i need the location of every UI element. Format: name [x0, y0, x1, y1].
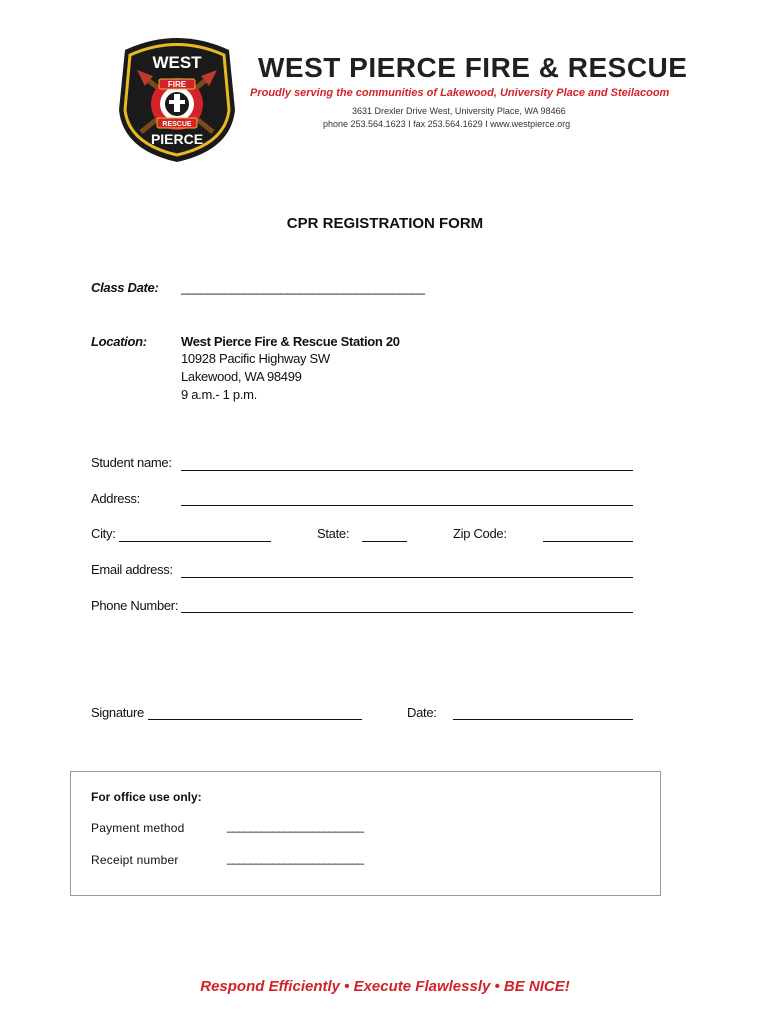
date-field[interactable] — [453, 719, 633, 720]
email-field[interactable] — [181, 577, 633, 578]
address-field[interactable] — [181, 505, 633, 506]
west-pierce-logo — [113, 32, 241, 164]
tagline: Proudly serving the communities of Lakewood, University Place and Steilacoom — [250, 87, 670, 99]
org-address: 3631 Drexler Drive West, University Place, WA 98466 — [352, 106, 566, 116]
signature-field[interactable] — [148, 719, 362, 720]
class-date-label: Class Date: — [91, 280, 159, 295]
address-label: Address: — [91, 491, 140, 506]
org-contact: phone 253.564.1623 I fax 253.564.1629 I www.westpierce.org — [323, 119, 571, 129]
signature-label: Signature — [91, 705, 144, 720]
logo-top-text: WEST — [152, 53, 202, 72]
receipt-number-blank[interactable]: ________________________ — [227, 851, 364, 865]
location-city: Lakewood, WA 98499 — [181, 369, 302, 384]
footer-slogan: Respond Efficiently • Execute Flawlessly • BE NICE! — [200, 978, 570, 995]
class-date-blank[interactable]: _______________________________________ — [181, 280, 424, 295]
location-time: 9 a.m.- 1 p.m. — [181, 387, 257, 402]
city-field[interactable] — [119, 541, 271, 542]
form-title: CPR REGISTRATION FORM — [286, 215, 484, 232]
city-label: City: — [91, 526, 116, 541]
student-name-label: Student name: — [91, 455, 172, 470]
zip-field[interactable] — [543, 541, 633, 542]
location-label: Location: — [91, 334, 147, 349]
zip-label: Zip Code: — [453, 526, 507, 541]
location-name: West Pierce Fire & Rescue Station 20 — [181, 334, 400, 349]
logo-bottom-text: PIERCE — [150, 131, 204, 147]
state-field[interactable] — [362, 541, 407, 542]
payment-method-blank[interactable]: ________________________ — [227, 819, 364, 833]
phone-label: Phone Number: — [91, 598, 179, 613]
payment-method-label: Payment method — [91, 821, 185, 835]
logo-banner-bottom: RESCUE — [162, 121, 192, 128]
logo-banner-top: FIRE — [167, 80, 187, 89]
email-label: Email address: — [91, 562, 173, 577]
office-use-title: For office use only: — [91, 790, 202, 804]
state-label: State: — [317, 526, 350, 541]
date-label: Date: — [407, 705, 437, 720]
phone-field[interactable] — [181, 612, 633, 613]
organization-name: WEST PIERCE FIRE & RESCUE — [258, 52, 688, 83]
student-name-field[interactable] — [181, 470, 633, 471]
location-street: 10928 Pacific Highway SW — [181, 351, 330, 366]
receipt-number-label: Receipt number — [91, 853, 179, 867]
